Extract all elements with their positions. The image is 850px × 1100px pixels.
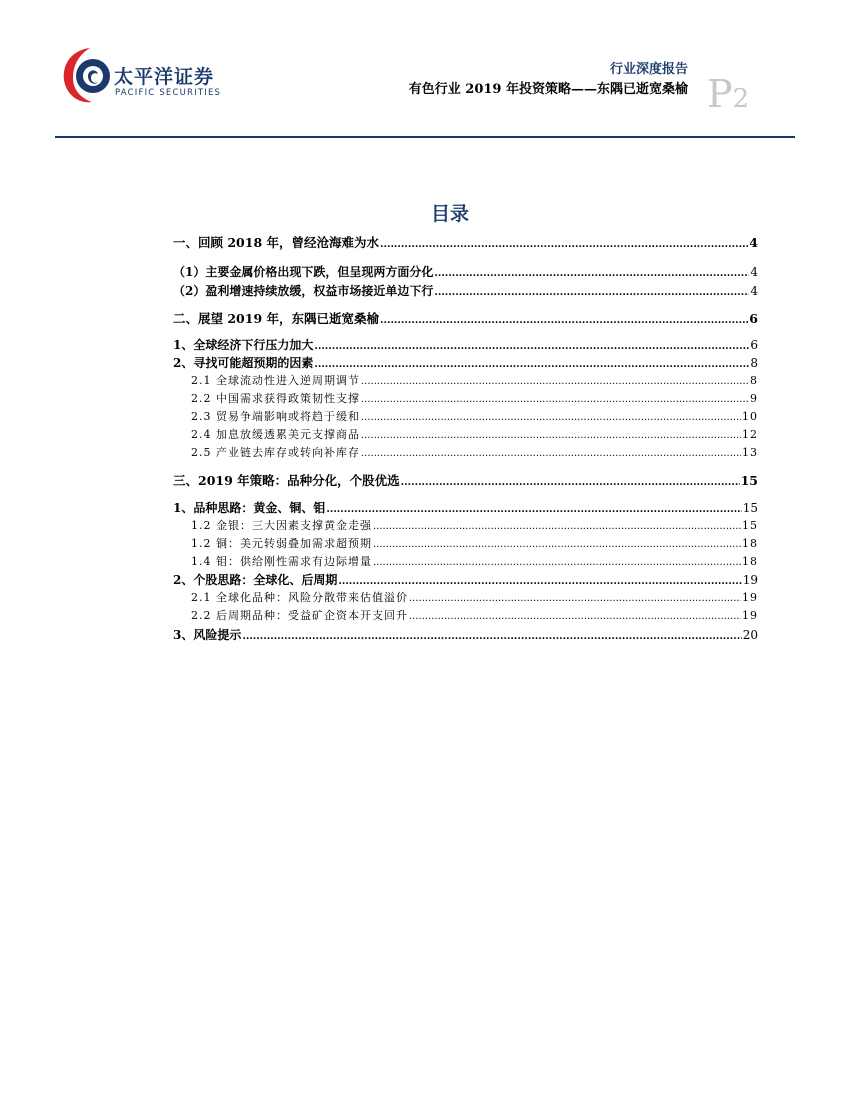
toc-leader <box>314 340 749 354</box>
toc-entry-page: 15 <box>740 473 758 488</box>
toc-leader <box>380 314 748 328</box>
toc-entry-label: 2.3 贸易争端影响或将趋于缓和 <box>191 410 360 423</box>
toc-entry[interactable] <box>173 356 758 372</box>
toc-entry-label: 2.2 后周期品种：受益矿企资本开支回升 <box>191 609 408 622</box>
toc-entry-page: 15 <box>742 501 758 515</box>
toc-entry-label: 1.4 钼：供给刚性需求有边际增量 <box>191 555 372 568</box>
page-digit: 2 <box>732 84 750 114</box>
toc-leader <box>361 411 741 425</box>
logo-text-cn: 太平洋证券 <box>114 66 215 88</box>
toc-title: 目录 <box>430 203 469 225</box>
toc-entry-page: 12 <box>742 428 758 441</box>
toc-leader <box>361 429 741 443</box>
toc-entry-label: （2）盈利增速持续放缓，权益市场接近单边下行 <box>173 284 434 298</box>
toc-leader <box>373 520 741 534</box>
toc-entry-label: 1.2 金银：三大因素支撑黄金走强 <box>191 519 372 532</box>
toc-entry[interactable] <box>173 410 758 425</box>
toc-leader <box>338 575 741 589</box>
toc-leader <box>361 447 741 461</box>
toc-leader <box>409 592 741 606</box>
logo-text-en: PACIFIC SECURITIES <box>115 88 222 98</box>
toc-entry-page: 10 <box>742 410 758 423</box>
toc-leader <box>373 556 741 570</box>
toc-entry-page: 4 <box>750 284 758 298</box>
toc-entry-label: 1、全球经济下行压力加大 <box>173 338 314 352</box>
toc-entry-label: 二、展望 2019 年，东隅已逝宽桑榆 <box>173 311 379 326</box>
toc-leader <box>314 358 749 372</box>
toc-entry[interactable] <box>173 474 758 490</box>
toc-entry-page: 13 <box>742 446 758 459</box>
page-number <box>707 72 750 116</box>
toc-entry[interactable] <box>173 265 758 281</box>
toc-entry[interactable] <box>173 312 758 328</box>
toc-entry-page: 15 <box>742 519 758 532</box>
report-type: 行业深度报告 <box>609 62 688 77</box>
toc-leader <box>242 630 741 644</box>
toc-entry-label: 1、品种思路：黄金、铜、钼 <box>173 501 326 515</box>
toc-leader <box>434 286 749 300</box>
toc-entry-page: 9 <box>750 392 758 405</box>
toc-entry-page: 19 <box>742 609 758 622</box>
toc-entry[interactable] <box>173 428 758 443</box>
toc-entry[interactable] <box>173 591 758 606</box>
toc-entry[interactable] <box>173 628 758 644</box>
toc-entry[interactable] <box>173 555 758 570</box>
toc-leader <box>434 267 749 281</box>
toc-entry-label: 2.5 产业链去库存或转向补库存 <box>191 446 360 459</box>
toc-entry[interactable] <box>173 284 758 300</box>
toc-entry[interactable] <box>173 537 758 552</box>
toc-entry-page: 18 <box>742 537 758 550</box>
toc-entry[interactable] <box>173 519 758 534</box>
toc-entry-label: 2.2 中国需求获得政策韧性支撑 <box>191 392 360 405</box>
toc-entry-page: 8 <box>750 356 758 370</box>
header-divider <box>55 136 795 138</box>
toc-leader <box>409 610 741 624</box>
toc-entry-label: 2、个股思路：全球化、后周期 <box>173 573 338 587</box>
toc-entry[interactable] <box>173 236 758 252</box>
toc-entry-page: 4 <box>750 265 758 279</box>
toc-entry-label: 三、2019 年策略：品种分化，个股优选 <box>173 473 400 488</box>
toc-entry-label: 2.4 加息放缓透累美元支撑商品 <box>191 428 360 441</box>
toc-entry[interactable] <box>173 338 758 354</box>
toc-leader <box>361 375 749 389</box>
toc-entry[interactable] <box>173 374 758 389</box>
toc-entry-label: 2、寻找可能超预期的因素 <box>173 356 314 370</box>
toc-entry-page: 19 <box>742 591 758 604</box>
toc-entry-page: 8 <box>750 374 758 387</box>
toc-entry-page: 19 <box>742 573 758 587</box>
toc-entry-page: 6 <box>749 311 758 326</box>
toc-entry-label: 2.1 全球流动性进入逆周期调节 <box>191 374 360 387</box>
toc-entry-label: 1.2 铜：美元转弱叠加需求超预期 <box>191 537 372 550</box>
toc-leader <box>326 503 741 517</box>
toc-entry[interactable] <box>173 501 758 517</box>
toc-leader <box>380 238 748 252</box>
toc-leader <box>361 393 749 407</box>
toc-entry-page: 4 <box>749 235 758 250</box>
toc-entry[interactable] <box>173 609 758 624</box>
toc-leader <box>373 538 741 552</box>
report-title: 有色行业 2019 年投资策略——东隅已逝宽桑榆 <box>408 82 688 97</box>
toc-entry-label: 一、回顾 2018 年，曾经沧海难为水 <box>173 235 379 250</box>
toc-entry-page: 18 <box>742 555 758 568</box>
toc-entry-page: 6 <box>750 338 758 352</box>
toc-entry-label: 2.1 全球化品种：风险分散带来估值溢价 <box>191 591 408 604</box>
toc-entry-page: 20 <box>742 628 758 642</box>
company-logo <box>60 44 230 114</box>
toc-entry[interactable] <box>173 392 758 407</box>
page-letter: P <box>707 72 733 116</box>
toc-entry-label: 3、风险提示 <box>173 628 242 642</box>
toc-entry[interactable] <box>173 573 758 589</box>
pacific-securities-logo-icon <box>60 44 112 106</box>
toc-entry[interactable] <box>173 446 758 461</box>
toc-entry-label: （1）主要金属价格出现下跌，但呈现两方面分化 <box>173 265 434 279</box>
toc-leader <box>401 476 740 490</box>
